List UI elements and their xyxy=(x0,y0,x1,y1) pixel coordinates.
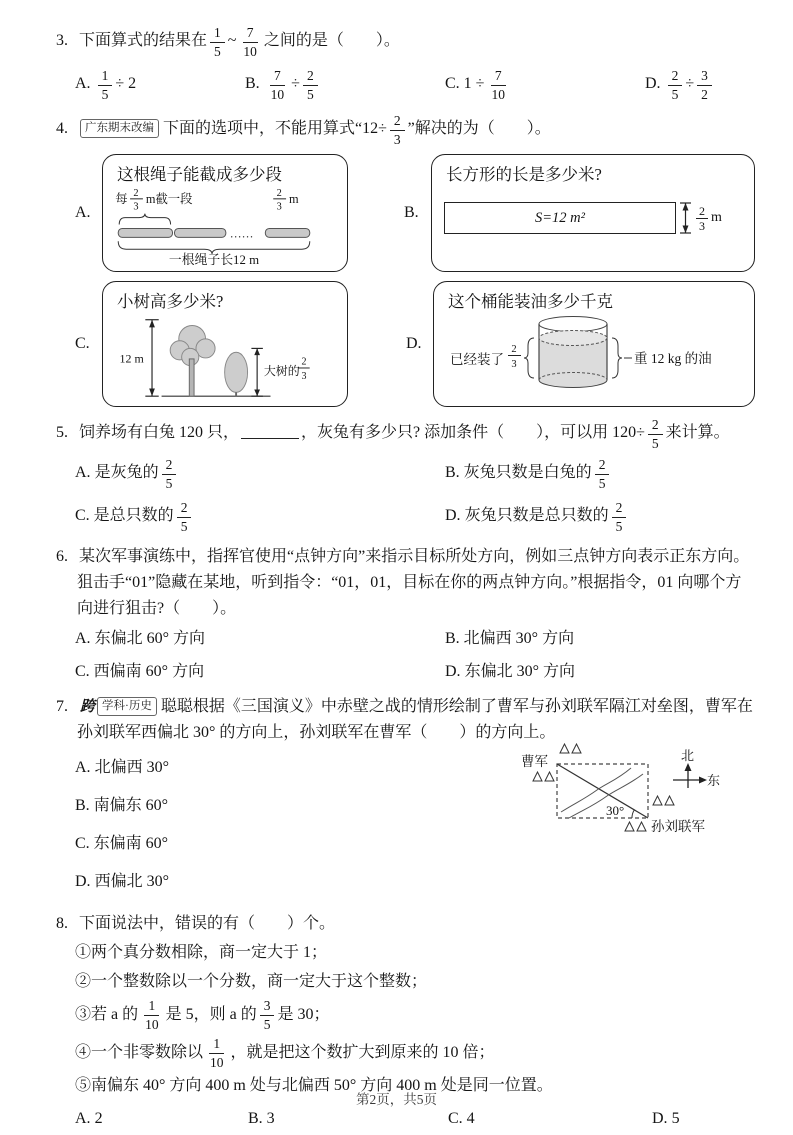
denominator: 5 xyxy=(598,475,606,491)
fraction xyxy=(206,1036,228,1069)
brace-over-segment xyxy=(119,214,170,225)
fraction xyxy=(98,68,113,101)
stem-text: 某次军事演练中，指挥官使用“点钟方向”来指示目标所处方向，例如三点钟方向表示正东方向。狙击手“01”隐藏在某地，听到指令：“01，01，目标在你的两点钟方向。”根据指令，01 向哪个方向进行狙击?（ ）。 xyxy=(77,548,750,617)
cut-label-pre: 每 xyxy=(115,192,128,207)
cross-subject-tag: 学科·历史 xyxy=(97,697,157,716)
rope-diagram xyxy=(115,187,313,265)
option-label: A. xyxy=(75,204,91,221)
fraction xyxy=(648,417,663,450)
question-7-stem xyxy=(56,694,755,746)
question-7-options xyxy=(75,746,405,904)
denominator: 5 xyxy=(671,86,679,102)
option-text: 5 xyxy=(671,1110,680,1127)
box-title: 这根绳子能截成多少段 xyxy=(117,165,282,184)
fraction xyxy=(612,500,627,533)
tent-icons xyxy=(533,772,554,781)
rope-segment xyxy=(175,229,226,238)
statement-text: ③若 a 的 xyxy=(75,1006,139,1024)
numerator: 1 xyxy=(98,68,113,86)
option-label: D. xyxy=(445,662,461,680)
numerator: 3 xyxy=(697,68,712,86)
option-c xyxy=(75,829,405,860)
option-b-box xyxy=(431,154,755,272)
numerator: 2 xyxy=(595,457,610,475)
numerator: 7 xyxy=(243,25,258,43)
option-b xyxy=(445,453,755,494)
fraction xyxy=(162,457,177,490)
question-4-stem xyxy=(56,112,755,147)
option-b xyxy=(75,791,405,822)
option-a-pair xyxy=(75,154,348,272)
option-c xyxy=(75,657,445,688)
option-label: C. xyxy=(75,507,90,525)
option-text: 灰兔只数是总只数的 xyxy=(464,507,609,525)
fraction xyxy=(668,68,683,101)
stem-text: 下面的选项中，不能用算式“12÷ xyxy=(163,120,387,138)
fraction xyxy=(303,68,318,101)
barrel-diagram xyxy=(446,314,718,398)
numerator: 2 xyxy=(133,188,139,200)
numerator: 3 xyxy=(260,998,275,1016)
denominator: 5 xyxy=(101,86,109,102)
numerator: 2 xyxy=(276,188,282,200)
option-c xyxy=(448,1104,652,1135)
option-text: ÷ xyxy=(685,75,695,93)
option-label: B. xyxy=(445,629,460,647)
numerator: 2 xyxy=(511,344,517,356)
denominator: 3 xyxy=(276,202,282,214)
option-a xyxy=(75,753,405,784)
option-d-pair xyxy=(406,281,755,407)
numerator: 1 xyxy=(209,1036,224,1054)
fraction xyxy=(210,25,225,58)
rope-segment xyxy=(118,229,172,238)
small-tree xyxy=(225,353,248,397)
numerator: 2 xyxy=(301,357,307,369)
unit-label: m xyxy=(289,192,299,207)
option-label: A. xyxy=(75,629,91,647)
option-text: 北偏西 30° 方向 xyxy=(463,629,575,647)
sunliu-army-label: 孙刘联军 xyxy=(651,819,705,835)
option-text: 是灰兔的 xyxy=(94,464,159,482)
option-label: B. xyxy=(75,796,90,814)
option-a xyxy=(75,453,445,494)
denominator: 5 xyxy=(180,518,188,534)
option-a-box xyxy=(102,154,348,272)
stem-text: ~ xyxy=(227,32,237,50)
option-b xyxy=(245,64,445,105)
option-label: A. xyxy=(75,75,91,93)
fraction xyxy=(696,204,708,233)
fraction xyxy=(239,25,261,58)
option-label: C. xyxy=(75,335,90,352)
barrel-top xyxy=(539,317,607,332)
denominator: 5 xyxy=(165,475,173,491)
question-number: 8. xyxy=(56,915,68,933)
question-5-stem xyxy=(56,416,755,451)
numerator: 2 xyxy=(696,204,708,219)
arrow-head-up xyxy=(254,349,260,356)
option-label: B. xyxy=(445,464,460,482)
oil-surface xyxy=(539,331,607,346)
arrow-head-up xyxy=(149,320,155,328)
fraction xyxy=(267,68,289,101)
option-c xyxy=(445,64,645,105)
sight-line xyxy=(557,764,648,818)
option-d xyxy=(445,496,755,537)
fraction xyxy=(390,113,405,146)
statement-4 xyxy=(75,1035,755,1070)
battle-map-diagram xyxy=(505,740,755,852)
cross-subject-prefix: 跨 xyxy=(80,699,96,716)
option-d xyxy=(645,64,755,105)
option-a xyxy=(75,624,445,655)
option-label: D. xyxy=(645,75,661,93)
option-text: ÷ 2 xyxy=(115,75,137,93)
option-label: A. xyxy=(75,464,91,482)
page-footer: 第2页，共5页 xyxy=(356,1092,437,1107)
stem-text: 下面算式的结果在 xyxy=(79,32,208,50)
box-title: 这个桶能装油多少千克 xyxy=(448,292,613,311)
fraction xyxy=(697,68,712,101)
denominator: 5 xyxy=(651,435,659,451)
fraction xyxy=(177,500,192,533)
statement-1 xyxy=(75,940,755,966)
question-6-stem xyxy=(56,544,755,622)
rope-segment xyxy=(265,229,309,238)
stem-text: 来计算。 xyxy=(665,424,730,442)
option-a xyxy=(75,1104,248,1135)
question-6-options-row-1 xyxy=(75,624,755,655)
option-text: 北偏西 30° xyxy=(94,759,169,777)
numerator: 2 xyxy=(668,68,683,86)
tent-icons xyxy=(560,744,581,753)
question-4-row-2 xyxy=(75,281,755,407)
option-label: C. xyxy=(448,1110,463,1127)
stem-text: 下面说法中，错误的有（ ）个。 xyxy=(79,915,336,933)
question-7 xyxy=(56,694,755,904)
numerator: 1 xyxy=(210,25,225,43)
denominator: 10 xyxy=(243,43,257,59)
small-tree-label: 大树的 xyxy=(263,364,300,379)
east-label: 东 xyxy=(707,773,721,789)
numerator: 2 xyxy=(390,113,405,131)
statement-text: ④一个非零数除以 xyxy=(75,1044,204,1062)
unit-label: m xyxy=(711,210,722,226)
option-label: D. xyxy=(652,1110,668,1127)
option-c-box xyxy=(102,281,348,407)
question-8-options xyxy=(75,1104,755,1135)
question-3-options xyxy=(75,64,755,105)
question-number: 7. xyxy=(56,698,68,716)
barrel-bottom-front xyxy=(539,380,607,388)
arrow-head-up xyxy=(683,203,689,211)
right-brace xyxy=(612,338,622,378)
denominator: 3 xyxy=(511,359,517,371)
east-arrow-head xyxy=(699,777,707,784)
option-text: 西偏北 30° xyxy=(94,872,169,890)
denominator: 5 xyxy=(263,1016,271,1032)
box-title: 小树高多少米? xyxy=(117,292,224,311)
option-text: 东偏北 30° 方向 xyxy=(464,662,575,680)
fraction xyxy=(260,998,275,1031)
question-number: 6. xyxy=(56,548,68,565)
arrow-head-down xyxy=(149,389,155,397)
numerator: 2 xyxy=(162,457,177,475)
trees-diagram xyxy=(115,314,319,400)
cut-label-post: m截一段 xyxy=(145,192,193,207)
denominator: 5 xyxy=(615,518,623,534)
fraction xyxy=(141,998,163,1031)
denominator: 3 xyxy=(133,202,139,214)
question-4-row-1 xyxy=(75,154,755,272)
question-3-stem xyxy=(56,24,755,59)
stem-text: 聪聪根据《三国演义》中赤壁之战的情形绘制了曹军与孙刘联军隔江对垒图，曹军在孙刘联军西偏北 30° 的方向上，孙刘联军在曹军（ ）的方向上。 xyxy=(77,698,753,742)
denominator: 2 xyxy=(701,86,708,102)
option-label: C. xyxy=(75,834,90,852)
statement-2 xyxy=(75,969,755,995)
option-label: C. xyxy=(445,75,460,93)
option-label: D. xyxy=(406,335,422,352)
denominator: 5 xyxy=(306,86,314,102)
statement-3 xyxy=(75,997,755,1032)
option-text: 4 xyxy=(466,1110,475,1127)
option-c-pair xyxy=(75,281,348,407)
height-annotation xyxy=(678,201,722,235)
battle-map-figure xyxy=(505,740,755,857)
statement-text: ①两个真分数相除，商一定大于 1； xyxy=(75,944,328,962)
option-label: B. xyxy=(245,75,260,93)
tree-canopy xyxy=(225,353,248,393)
denominator: 3 xyxy=(699,218,705,233)
tree-trunk xyxy=(189,359,194,396)
question-5 xyxy=(56,416,755,537)
option-label: A. xyxy=(75,1110,91,1127)
option-b xyxy=(445,624,755,655)
option-label: B. xyxy=(404,204,419,221)
option-c xyxy=(75,496,445,537)
tree-height-label: 12 m xyxy=(119,352,144,367)
numerator: 7 xyxy=(491,68,506,86)
option-b-pair xyxy=(404,154,755,272)
question-5-options-row-2 xyxy=(75,496,755,537)
option-text: 3 xyxy=(266,1110,275,1127)
rectangle-figure xyxy=(444,201,744,235)
option-label: D. xyxy=(445,507,461,525)
oil-weight-label: 重 12 kg 的油 xyxy=(634,351,712,367)
question-8-stem xyxy=(56,911,755,937)
denominator: 5 xyxy=(214,43,221,59)
statement-text: 是 30； xyxy=(277,1006,330,1024)
tent-icons xyxy=(653,796,674,805)
option-text: 2 xyxy=(94,1110,103,1127)
denominator: 3 xyxy=(301,371,307,383)
option-d xyxy=(445,657,755,688)
question-number: 3. xyxy=(56,32,68,50)
cao-army-label: 曹军 xyxy=(521,754,548,770)
option-text: 西偏南 60° 方向 xyxy=(93,662,205,680)
option-text: 南偏东 60° xyxy=(93,796,169,814)
denominator: 10 xyxy=(145,1016,159,1032)
option-label: D. xyxy=(75,872,91,890)
numerator: 2 xyxy=(177,500,192,518)
rope-length-label: 一根绳子长12 m xyxy=(168,253,260,266)
vertical-double-arrow xyxy=(678,201,693,235)
stem-text: ，灰兔有多少只? 添加条件（ ），可以用 120÷ xyxy=(301,424,645,442)
question-4 xyxy=(56,112,755,407)
question-7-body xyxy=(75,746,755,904)
option-b xyxy=(248,1104,448,1135)
numerator: 2 xyxy=(612,500,627,518)
option-text: ÷ xyxy=(291,75,300,93)
question-5-options-row-1 xyxy=(75,453,755,494)
option-text: 东偏北 60° 方向 xyxy=(94,629,205,647)
fill-blank-line xyxy=(241,423,299,439)
source-tag: 广东期末改编 xyxy=(80,119,159,138)
statement-text: ⑤南偏东 40° 方向 400 m 处与北偏西 50° 方向 400 m 处是同一位置。 xyxy=(75,1077,553,1095)
option-label: A. xyxy=(75,759,91,777)
question-3 xyxy=(56,24,755,105)
rectangle-area-label: S=12 m² xyxy=(444,202,676,234)
tent-icons xyxy=(625,822,646,831)
numerator: 7 xyxy=(270,68,285,86)
question-6-options-row-2 xyxy=(75,657,755,688)
angle-label: 30° xyxy=(606,803,625,819)
compass-rose xyxy=(673,748,720,788)
arrow-head-down xyxy=(683,226,689,234)
north-label: 北 xyxy=(681,748,695,764)
denominator: 10 xyxy=(270,86,285,102)
question-number: 4. xyxy=(56,120,68,138)
option-text: 灰兔只数是白兔的 xyxy=(463,464,592,482)
box-title: 长方形的长是多少米? xyxy=(446,165,602,184)
option-label: C. xyxy=(75,662,90,680)
fraction xyxy=(487,68,509,101)
option-label: B. xyxy=(248,1110,263,1127)
option-text: 1 ÷ xyxy=(463,75,485,93)
stem-text: ”解决的为（ ）。 xyxy=(407,120,551,138)
north-arrow-head xyxy=(685,763,692,771)
option-d xyxy=(75,867,405,898)
numerator: 2 xyxy=(303,68,318,86)
question-number: 5. xyxy=(56,424,68,442)
question-6 xyxy=(56,544,755,687)
stem-text: 之间的是（ ）。 xyxy=(263,32,400,50)
statement-text: ，就是把这个数扩大到原来的 10 倍； xyxy=(230,1044,495,1062)
angle-arc xyxy=(632,810,634,818)
statement-text: 是 5，则 a 的 xyxy=(165,1006,257,1024)
left-brace xyxy=(524,338,534,378)
option-a xyxy=(75,64,245,105)
denominator: 10 xyxy=(491,86,505,102)
denominator: 10 xyxy=(210,1054,224,1070)
denominator: 3 xyxy=(393,131,401,147)
statement-text: ②一个整数除以一个分数，商一定大于这个整数； xyxy=(75,972,428,990)
numerator: 2 xyxy=(648,417,663,435)
numerator: 1 xyxy=(144,998,159,1016)
filled-label: 已经装了 xyxy=(450,352,504,368)
arrow-head-down xyxy=(254,390,260,397)
ellipsis-dots: …… xyxy=(229,226,254,241)
fraction xyxy=(595,457,610,490)
big-tree xyxy=(170,326,215,397)
option-d xyxy=(652,1104,755,1135)
option-d-box xyxy=(433,281,755,407)
stem-text: 饲养场有白兔 120 只， xyxy=(79,424,240,442)
option-text: 是总只数的 xyxy=(93,507,174,525)
option-text: 东偏南 60° xyxy=(93,834,169,852)
